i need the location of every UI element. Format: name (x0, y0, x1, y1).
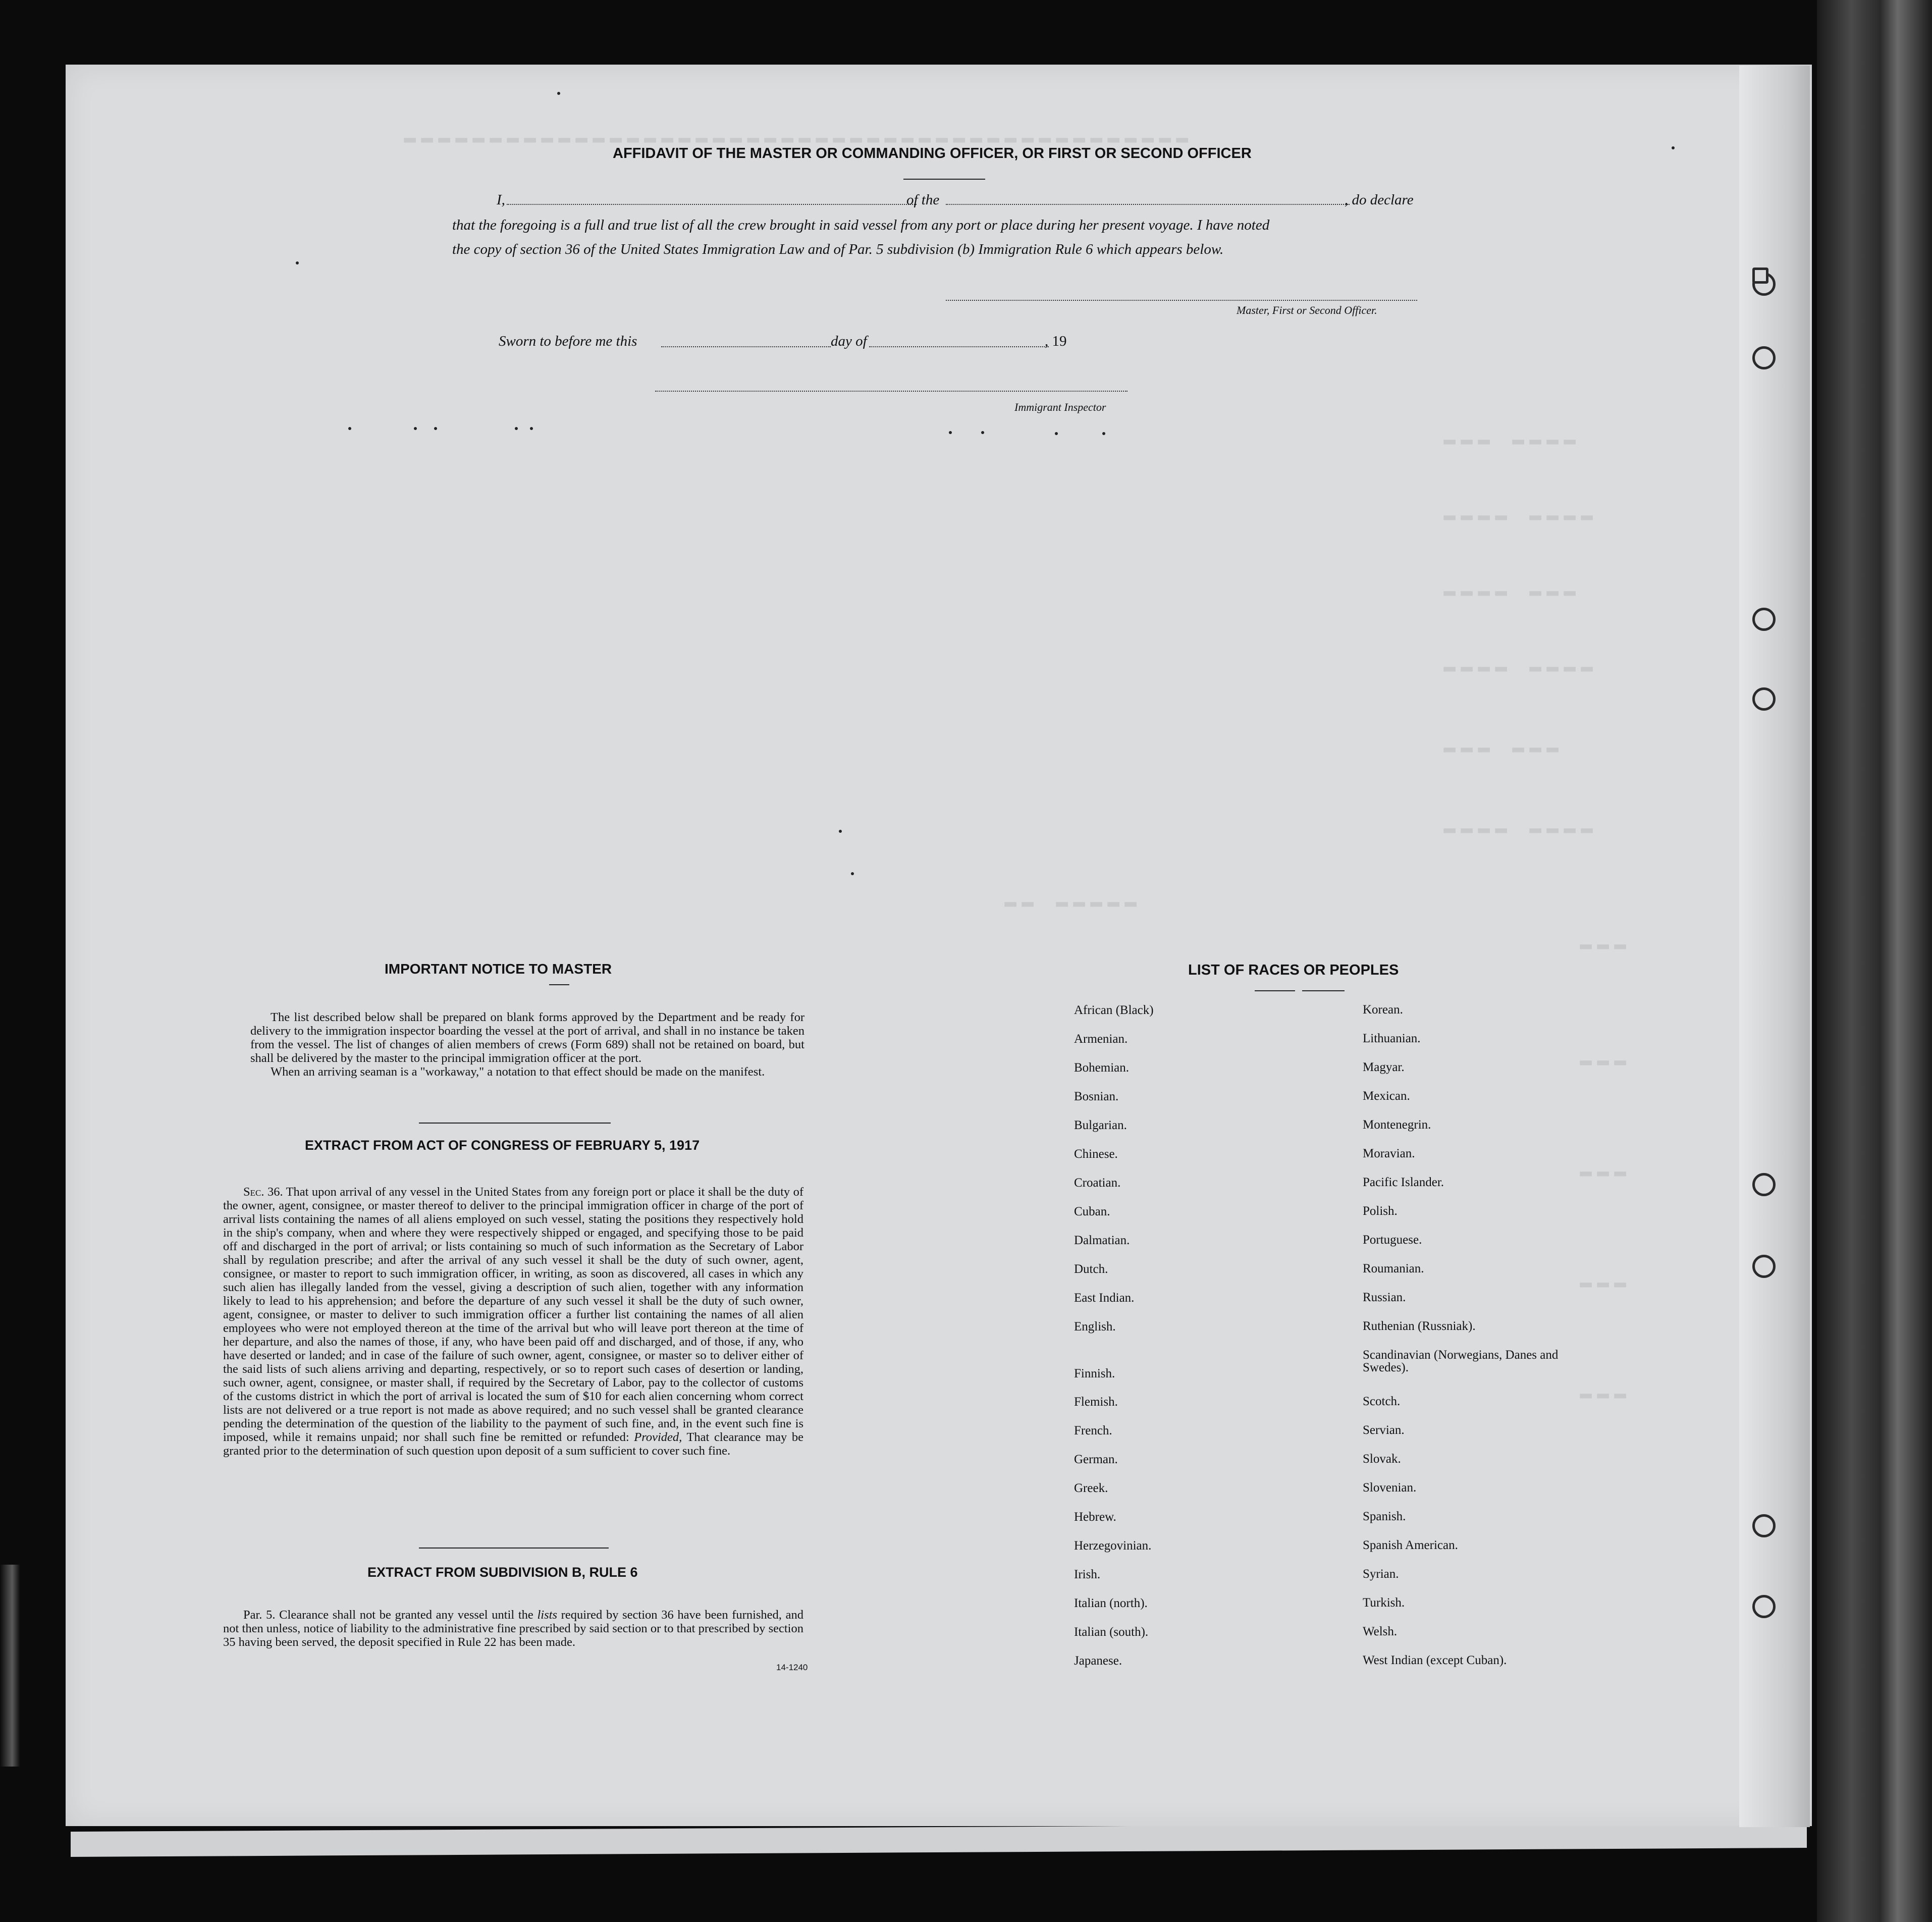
specks (981, 431, 984, 434)
races-title-underline (1302, 990, 1345, 991)
specks (296, 261, 299, 264)
race-left: German. (1074, 1453, 1118, 1466)
race-left: East Indian. (1074, 1291, 1135, 1305)
inspector-caption: Immigrant Inspector (1014, 401, 1106, 413)
race-left: Bosnian. (1074, 1090, 1119, 1103)
specks (434, 427, 437, 430)
race-row (1074, 1481, 1579, 1510)
affidavit-i-label: I, (497, 192, 505, 208)
specks (1102, 432, 1105, 435)
sworn-prefix: Sworn to before me this (499, 333, 637, 349)
race-row (1074, 1453, 1579, 1481)
specks (851, 872, 854, 875)
race-row (1074, 1625, 1579, 1654)
race-right: Servian. (1363, 1423, 1405, 1437)
race-right: Scotch. (1363, 1395, 1401, 1408)
race-row (1074, 1003, 1579, 1032)
binder-hole (1752, 1514, 1776, 1537)
race-row (1074, 1654, 1579, 1683)
race-row (1074, 1349, 1579, 1395)
sworn-year-label: , 19 (1045, 333, 1067, 349)
race-row (1074, 1032, 1579, 1061)
bleed-through-text: ▬▬ ▬▬▬▬▬ (1004, 891, 1142, 914)
sworn-day-of-label: day of (831, 333, 867, 349)
extract-rule-text (223, 1608, 803, 1649)
race-right: Slovak. (1363, 1452, 1401, 1466)
race-right: Magyar. (1363, 1060, 1405, 1074)
specks (1055, 432, 1058, 435)
provided-word: Provided, (634, 1430, 682, 1444)
race-left: Croatian. (1074, 1176, 1121, 1190)
notice-title-underline (549, 984, 569, 985)
race-left: Chinese. (1074, 1147, 1118, 1161)
title-underline (903, 179, 985, 180)
race-right: Syrian. (1363, 1567, 1399, 1581)
affidavit-statement-line1: that the foregoing is a full and true list of all the crew brought in said vessel from any port or place during her present voyage. I have noted (452, 217, 1270, 233)
binder-hole (1752, 346, 1776, 369)
races-list (1074, 1003, 1579, 1683)
race-row (1074, 1291, 1579, 1320)
race-left: Herzegovinian. (1074, 1539, 1152, 1553)
specks (949, 431, 952, 434)
race-left: Cuban. (1074, 1205, 1110, 1218)
bleed-through-text: ▬▬▬ ▬▬▬ (1443, 737, 1564, 760)
bleed-through-text: ▬▬▬▬ ▬▬▬▬ (1443, 818, 1598, 840)
race-left: Flemish. (1074, 1395, 1118, 1409)
race-left: English. (1074, 1320, 1116, 1333)
bleed-through-text: ▬▬▬ (1580, 1161, 1632, 1184)
race-row (1074, 1205, 1579, 1234)
race-row (1074, 1596, 1579, 1625)
notice-text (250, 1010, 804, 1079)
binder-hole (1752, 1173, 1776, 1196)
affidavit-do-declare-label: , do declare (1345, 192, 1414, 208)
notice-title: IMPORTANT NOTICE TO MASTER (385, 961, 612, 977)
race-right: Montenegrin. (1363, 1118, 1431, 1132)
race-right: Slovenian. (1363, 1481, 1417, 1494)
races-title-underline (1255, 990, 1295, 991)
bleed-through-text: ▬▬▬▬▬▬▬▬▬▬▬▬▬▬▬▬▬▬▬▬▬▬▬▬▬▬▬▬▬▬▬▬▬▬▬▬▬▬▬▬▬▬▬▬▬▬ (404, 127, 1194, 150)
affidavit-title: AFFIDAVIT OF THE MASTER OR COMMANDING OFFICER, OR FIRST OR SECOND OFFICER (613, 145, 1252, 162)
race-right: Ruthenian (Russniak). (1363, 1319, 1476, 1333)
extract-act-text (223, 1185, 803, 1458)
specks (1672, 146, 1675, 149)
race-row (1074, 1395, 1579, 1424)
race-left: Italian (north). (1074, 1596, 1148, 1610)
underlying-page-edge (71, 1823, 1807, 1857)
race-right: Scandinavian (Norwegians, Danes and Swedes). (1363, 1348, 1559, 1374)
notice-paragraph-1: The list described below shall be prepared on blank forms approved by the Department and be ready for delivery to the immigration inspector boarding the vessel at the port of arrival, and shall in no instance be taken from the vessel. The list of changes of alien members of crews (Form 689) shall not be retained on board, but shall be delivered by the master to the principal immigration officer at the port. (250, 1010, 804, 1065)
race-right: Turkish. (1363, 1596, 1405, 1610)
form-number: 14-1240 (776, 1663, 808, 1672)
extract-rule-title: EXTRACT FROM SUBDIVISION B, RULE 6 (367, 1565, 638, 1580)
sworn-month-blank[interactable] (869, 346, 1049, 347)
affidavit-statement-line2: the copy of section 36 of the United States Immigration Law and of Par. 5 subdivision (b) Immigration Rule 6 which appears below. (452, 241, 1224, 257)
race-left: Italian (south). (1074, 1625, 1149, 1639)
specks (348, 427, 351, 430)
race-right: West Indian (except Cuban). (1363, 1653, 1507, 1667)
binder-hole (1752, 1255, 1776, 1278)
race-right: Lithuanian. (1363, 1032, 1421, 1045)
race-row (1074, 1090, 1579, 1118)
race-left: Dalmatian. (1074, 1234, 1130, 1247)
rule-body-start: Par. 5. Clearance shall not be granted any vessel until the (243, 1608, 538, 1622)
extract-act-body: 36. That upon arrival of any vessel in the United States from any foreign port or place it shall be the duty of the owner, agent, consignee, or master thereof to deliver to the principal immigration officer in charge of the port of arrival lists containing the names of all aliens employed on such vessel, stating the positions they respectively hold in the ship's company, when and where they were respectively shipped or engaged, and specifying those to be paid off and discharged in the port of arrival; or lists containing so much of such information as the Secretary of Labor shall by regulation prescribe; and after the arrival of any such vessel it shall be the duty of such owner, agent, consignee, or master to report to such immigration officer, in writing, as soon as discovered, all cases in which any such alien has illegally landed from the vessel, giving a description of such alien, together with any information likely to lead to his apprehension; and before the departure of any such vessel it shall be the duty of such owner, agent, consignee, or master to deliver to such immigration officer a further list containing the names of all alien employees who were not employed thereon at the time of the arrival but who will leave port thereon at the time of her departure, and also the names of those, if any, who have been paid off and discharged, and of those, if any, who have deserted or landed; and in case of the failure of such owner, agent, consignee, or master so to deliver either of the said lists of such aliens arriving and departing, respectively, or so to report such cases of desertion or landing, such owner, agent, consignee, or master shall, if required by the Secretary of Labor, pay to the collector of customs of the customs district in which the port of arrival is located the sum of $10 for each alien concerning whom correct lists are not delivered or a true report is not made as above required; and no such vessel shall be granted clearance pending the determination of the question of the liability to the payment of such fine, and, in the event such fine is imposed, while it remains unpaid; nor shall such fine be remitted or refunded: (223, 1185, 803, 1444)
race-row (1074, 1424, 1579, 1453)
race-left: Hebrew. (1074, 1510, 1116, 1524)
race-row (1074, 1061, 1579, 1090)
race-row (1074, 1510, 1579, 1539)
race-right: Moravian. (1363, 1147, 1415, 1160)
race-right: Spanish American. (1363, 1538, 1458, 1552)
master-signature-caption: Master, First or Second Officer. (1237, 304, 1377, 316)
race-right: Welsh. (1363, 1625, 1398, 1638)
specks (414, 427, 417, 430)
race-right: Roumanian. (1363, 1262, 1424, 1275)
bleed-through-text: ▬▬▬ (1580, 1383, 1632, 1406)
race-left: Dutch. (1074, 1262, 1108, 1276)
binder-hole (1752, 687, 1776, 711)
race-row (1074, 1147, 1579, 1176)
vessel-blank[interactable] (946, 204, 1350, 205)
extract-act-title: EXTRACT FROM ACT OF CONGRESS OF FEBRUARY 5, 1917 (305, 1138, 700, 1153)
race-row (1074, 1118, 1579, 1147)
race-row (1074, 1320, 1579, 1349)
race-left: African (Black) (1074, 1003, 1154, 1017)
race-left: Finnish. (1074, 1367, 1115, 1380)
race-row (1074, 1262, 1579, 1291)
race-left: Irish. (1074, 1568, 1101, 1581)
section-divider (419, 1123, 611, 1124)
race-left: Bulgarian. (1074, 1118, 1127, 1132)
bleed-through-text: ▬▬▬ ▬▬▬▬ (1443, 429, 1581, 452)
race-row (1074, 1539, 1579, 1568)
sec-label: Sec. (243, 1185, 264, 1199)
page-fold-edge (1739, 66, 1810, 1827)
scanner-left-edge (0, 1565, 20, 1767)
race-row (1074, 1176, 1579, 1205)
specks (839, 830, 842, 833)
race-left: Bohemian. (1074, 1061, 1130, 1075)
bleed-through-text: ▬▬▬▬ ▬▬▬ (1443, 580, 1581, 603)
sworn-day-blank[interactable] (661, 346, 831, 347)
bleed-through-text: ▬▬▬▬ ▬▬▬▬ (1443, 505, 1598, 527)
specks (557, 92, 560, 95)
inspector-signature-line[interactable] (655, 391, 1128, 392)
extract-act-body-end: That clearance may be granted prior to the determination of such question upon deposit of a sum sufficient to cover such fine. (223, 1430, 803, 1458)
bleed-through-text: ▬▬▬▬ ▬▬▬▬ (1443, 656, 1598, 679)
race-right: Polish. (1363, 1204, 1398, 1218)
specks (530, 427, 533, 430)
race-right: Spanish. (1363, 1510, 1406, 1523)
name-blank[interactable] (507, 204, 917, 205)
notice-paragraph-2: When an arriving seaman is a "workaway," a notation to that effect should be made on the manifest. (271, 1065, 765, 1079)
race-row (1074, 1234, 1579, 1262)
race-right: Korean. (1363, 1003, 1403, 1017)
race-right: Russian. (1363, 1291, 1406, 1304)
binder-hole (1752, 608, 1776, 631)
race-left: Greek. (1074, 1481, 1108, 1495)
race-left: Japanese. (1074, 1654, 1122, 1668)
affidavit-of-the-label: of the (906, 192, 940, 208)
staple-mark (1752, 268, 1768, 284)
rule-body-end: required by section 36 have been furnished, and not then unless, notice of liability to the administrative fine prescribed by said section or to that prescribed by section 35 having been served, the deposit specified in Rule 22 has been made. (223, 1608, 803, 1649)
races-title: LIST OF RACES OR PEOPLES (1188, 962, 1399, 978)
lists-word: lists (537, 1608, 557, 1622)
bleed-through-text: ▬▬▬ (1580, 934, 1632, 956)
scanner-edge (1817, 0, 1932, 1922)
race-left: French. (1074, 1424, 1112, 1437)
specks (515, 427, 518, 430)
race-right: Pacific Islander. (1363, 1176, 1444, 1189)
race-row (1074, 1568, 1579, 1596)
bleed-through-text: ▬▬▬ (1580, 1272, 1632, 1295)
race-left: Armenian. (1074, 1032, 1128, 1046)
race-right: Portuguese. (1363, 1233, 1422, 1247)
bleed-through-text: ▬▬▬ (1580, 1050, 1632, 1073)
binder-hole (1752, 1595, 1776, 1618)
section-divider (419, 1547, 609, 1549)
master-signature-line[interactable] (946, 300, 1417, 301)
race-right: Mexican. (1363, 1089, 1410, 1103)
